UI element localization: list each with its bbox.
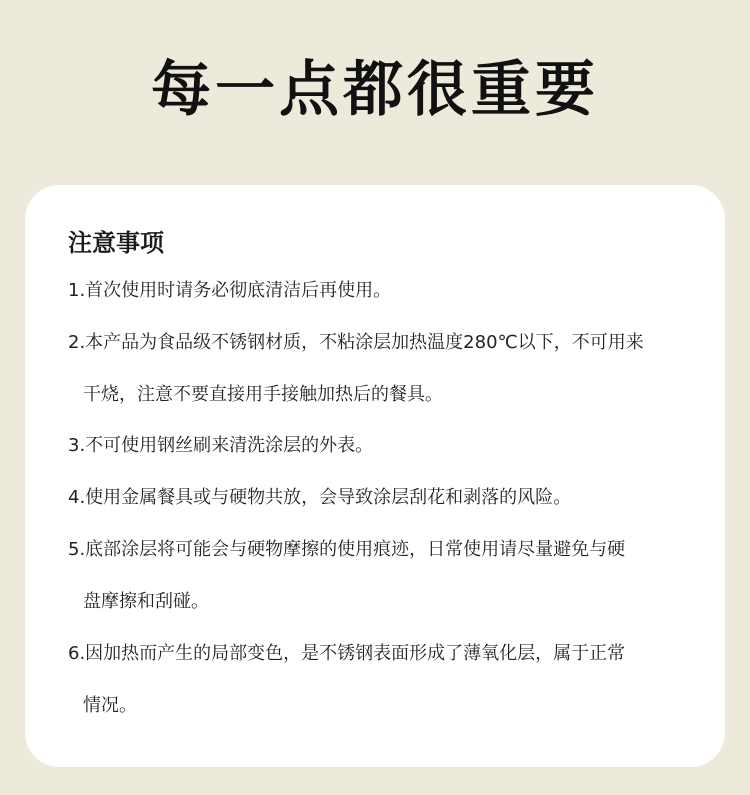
note-5-line-2: 盘摩擦和刮碰。 — [83, 591, 209, 612]
note-4-line-1: 4.使用金属餐具或与硬物共放，会导致涂层刮花和剥落的风险。 — [68, 487, 572, 508]
note-2-line-2: 干烧，注意不要直接用手接触加热后的餐具。 — [83, 384, 443, 405]
notice-card — [25, 185, 725, 767]
note-2-line-1: 2.本产品为食品级不锈钢材质，不粘涂层加热温度280℃以下，不可用来 — [68, 332, 644, 353]
page-title: 每一点都很重要 — [151, 55, 599, 125]
note-6-line-1: 6.因加热而产生的局部变色，是不锈钢表面形成了薄氧化层，属于正常 — [68, 643, 626, 664]
card-heading: 注意事项 — [68, 229, 164, 257]
note-6-line-2: 情况。 — [83, 695, 137, 716]
note-5-line-1: 5.底部涂层将可能会与硬物摩擦的使用痕迹，日常使用请尽量避免与硬 — [68, 539, 626, 560]
note-3-line-1: 3.不可使用钢丝刷来清洗涂层的外表。 — [68, 435, 374, 456]
note-1-line-1: 1.首次使用时请务必彻底清洁后再使用。 — [68, 280, 392, 301]
